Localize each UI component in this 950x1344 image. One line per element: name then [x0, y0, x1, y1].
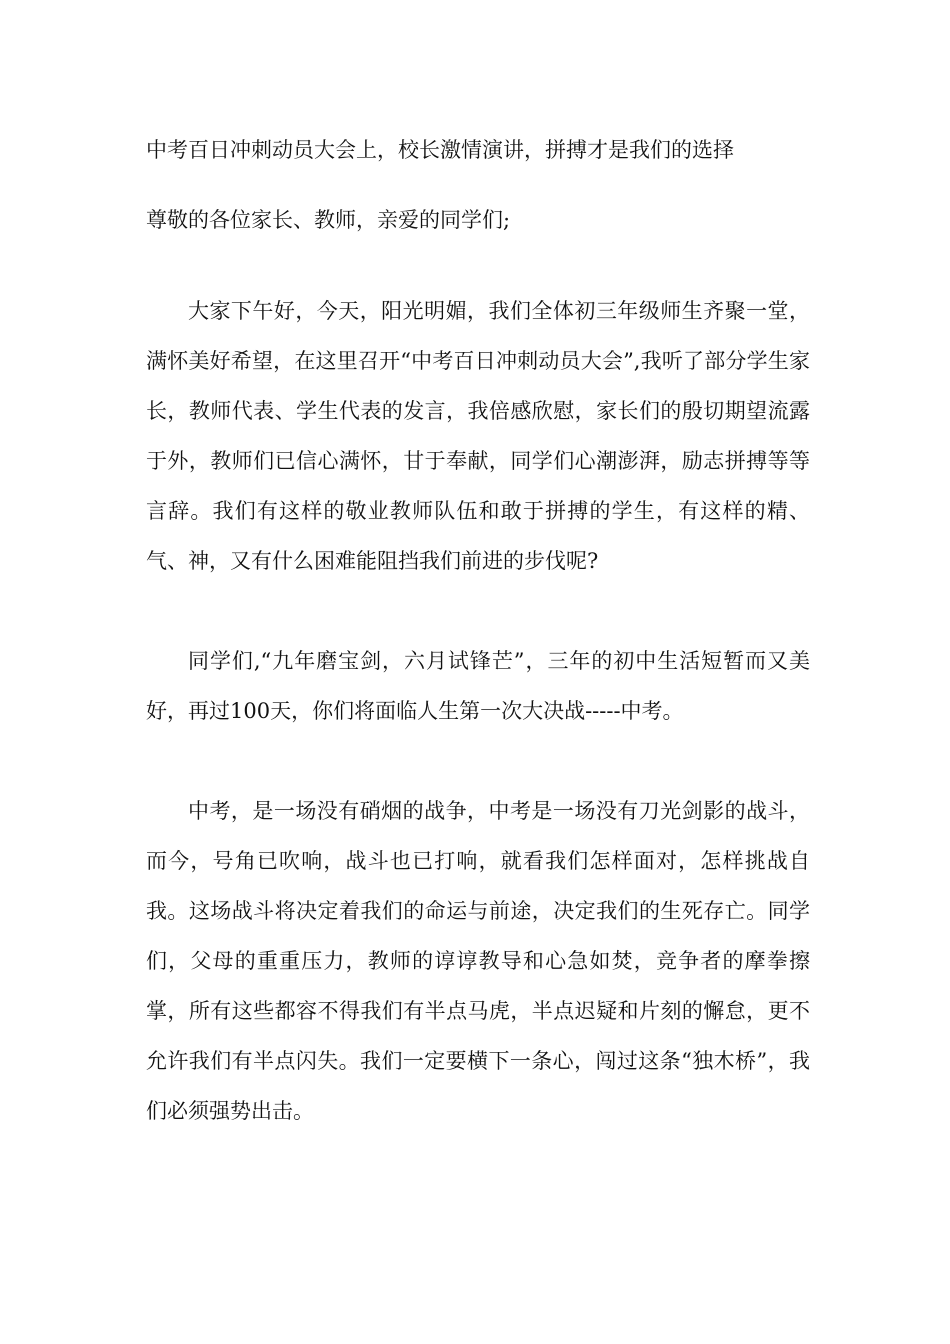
document-body: [146, 132, 810, 1136]
document-title: 中考百日冲刺动员大会上，校长激情演讲，拼搏才是我们的选择: [146, 138, 734, 162]
paragraph-battle: 中考，是一场没有硝烟的战争，中考是一场没有刀光剑影的战斗，而今，号角已吹响，战斗也已打响，就看我们怎样面对，怎样挑战自我。这场战斗将决定着我们的命运与前途，决定我们的生死存亡。同学们，父母的重重压力，教师的谆谆教导和心急如焚，竞争者的摩拳擦掌，所有这些都容不得我们有半点马虎，半点迟疑和片刻的懈怠，更不允许我们有半点闪失。我们一定要横下一条心，闯过这条“独木桥”，我们必须强势出击。: [146, 799, 810, 1123]
paragraph-countdown: 同学们,“九年磨宝剑，六月试锋芒”，三年的初中生活短暂而又美好，再过100天，你们将面临人生第一次大决战-----中考。: [146, 649, 810, 723]
salutation: 尊敬的各位家长、教师，亲爱的同学们;: [146, 208, 511, 232]
paragraph-opening: 大家下午好，今天，阳光明媚，我们全体初三年级师生齐聚一堂，满怀美好希望，在这里召开“中考百日冲刺动员大会”,我听了部分学生家长，教师代表、学生代表的发言，我倍感欣慰，家长们的殷切期望流露于外，教师们已信心满怀，甘于奉献，同学们心潮澎湃，励志拼搏等等言辞。我们有这样的敬业教师队伍和敢于拼搏的学生，有这样的精、气、神，又有什么困难能阻挡我们前进的步伐呢?: [146, 299, 810, 573]
